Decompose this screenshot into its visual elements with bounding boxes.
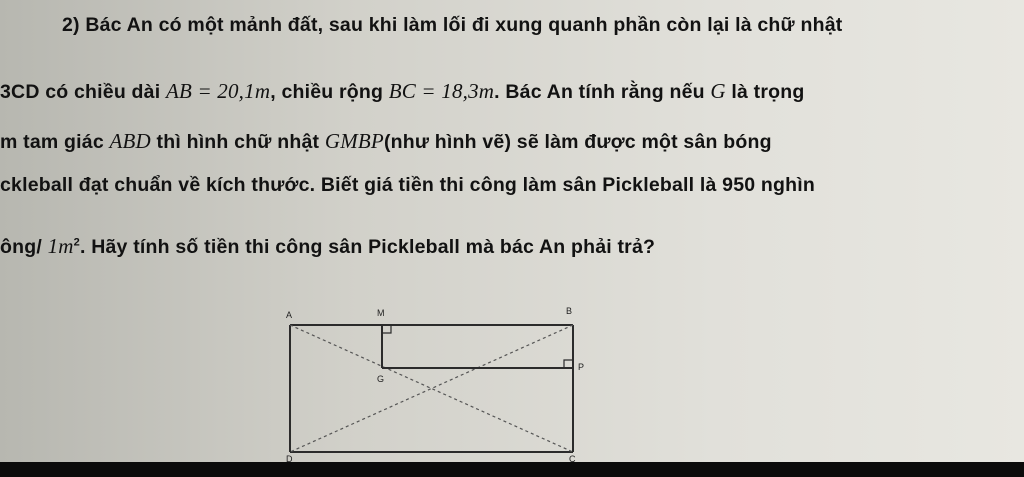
label-c: C	[569, 454, 576, 462]
math-unit-sup: 2	[73, 236, 80, 249]
line2-pre: 3CD có chiều dài	[0, 81, 166, 103]
bottom-edge	[0, 462, 1024, 477]
line3-pre: m tam giác	[0, 131, 110, 153]
line2-mid: , chiều rộng	[270, 81, 389, 103]
line2-mid2: . Bác An tính rằng nếu	[494, 81, 711, 103]
line5-post: . Hãy tính số tiền thi công sân Pickleball mà bác An phải trả?	[79, 236, 656, 258]
line5-pre: ông/	[0, 236, 48, 258]
line3-post: (như hình vẽ) sẽ làm được một sân bóng	[383, 131, 772, 153]
line2-post: là trọng	[725, 81, 805, 103]
label-g: G	[377, 374, 385, 384]
problem-line-4: ckleball đạt chuẩn về kích thước. Biết giá tiền thi công làm sân Pickleball là 950 nghìn	[0, 174, 815, 196]
problem-line-1: 2) Bác An có một mảnh đất, sau khi làm lối đi xung quanh phần còn lại là chữ nhật	[62, 14, 843, 36]
label-a: A	[286, 310, 293, 320]
label-p: P	[578, 362, 585, 372]
math-bc: BC = 18,3m	[388, 79, 495, 103]
math-g: G	[710, 79, 726, 103]
math-abd: ABD	[109, 129, 151, 153]
label-b: B	[566, 306, 573, 316]
math-unit: 1m	[47, 234, 74, 258]
math-gmbp: GMBP	[324, 129, 384, 153]
label-d: D	[286, 454, 293, 462]
right-angle-m	[382, 325, 391, 333]
right-angle-p	[564, 360, 573, 368]
math-ab: AB = 20,1m	[165, 79, 271, 103]
label-m: M	[377, 308, 385, 318]
diagonal-ac	[290, 325, 573, 452]
diagonal-bd	[290, 325, 573, 452]
line3-mid: thì hình chữ nhật	[150, 131, 325, 153]
